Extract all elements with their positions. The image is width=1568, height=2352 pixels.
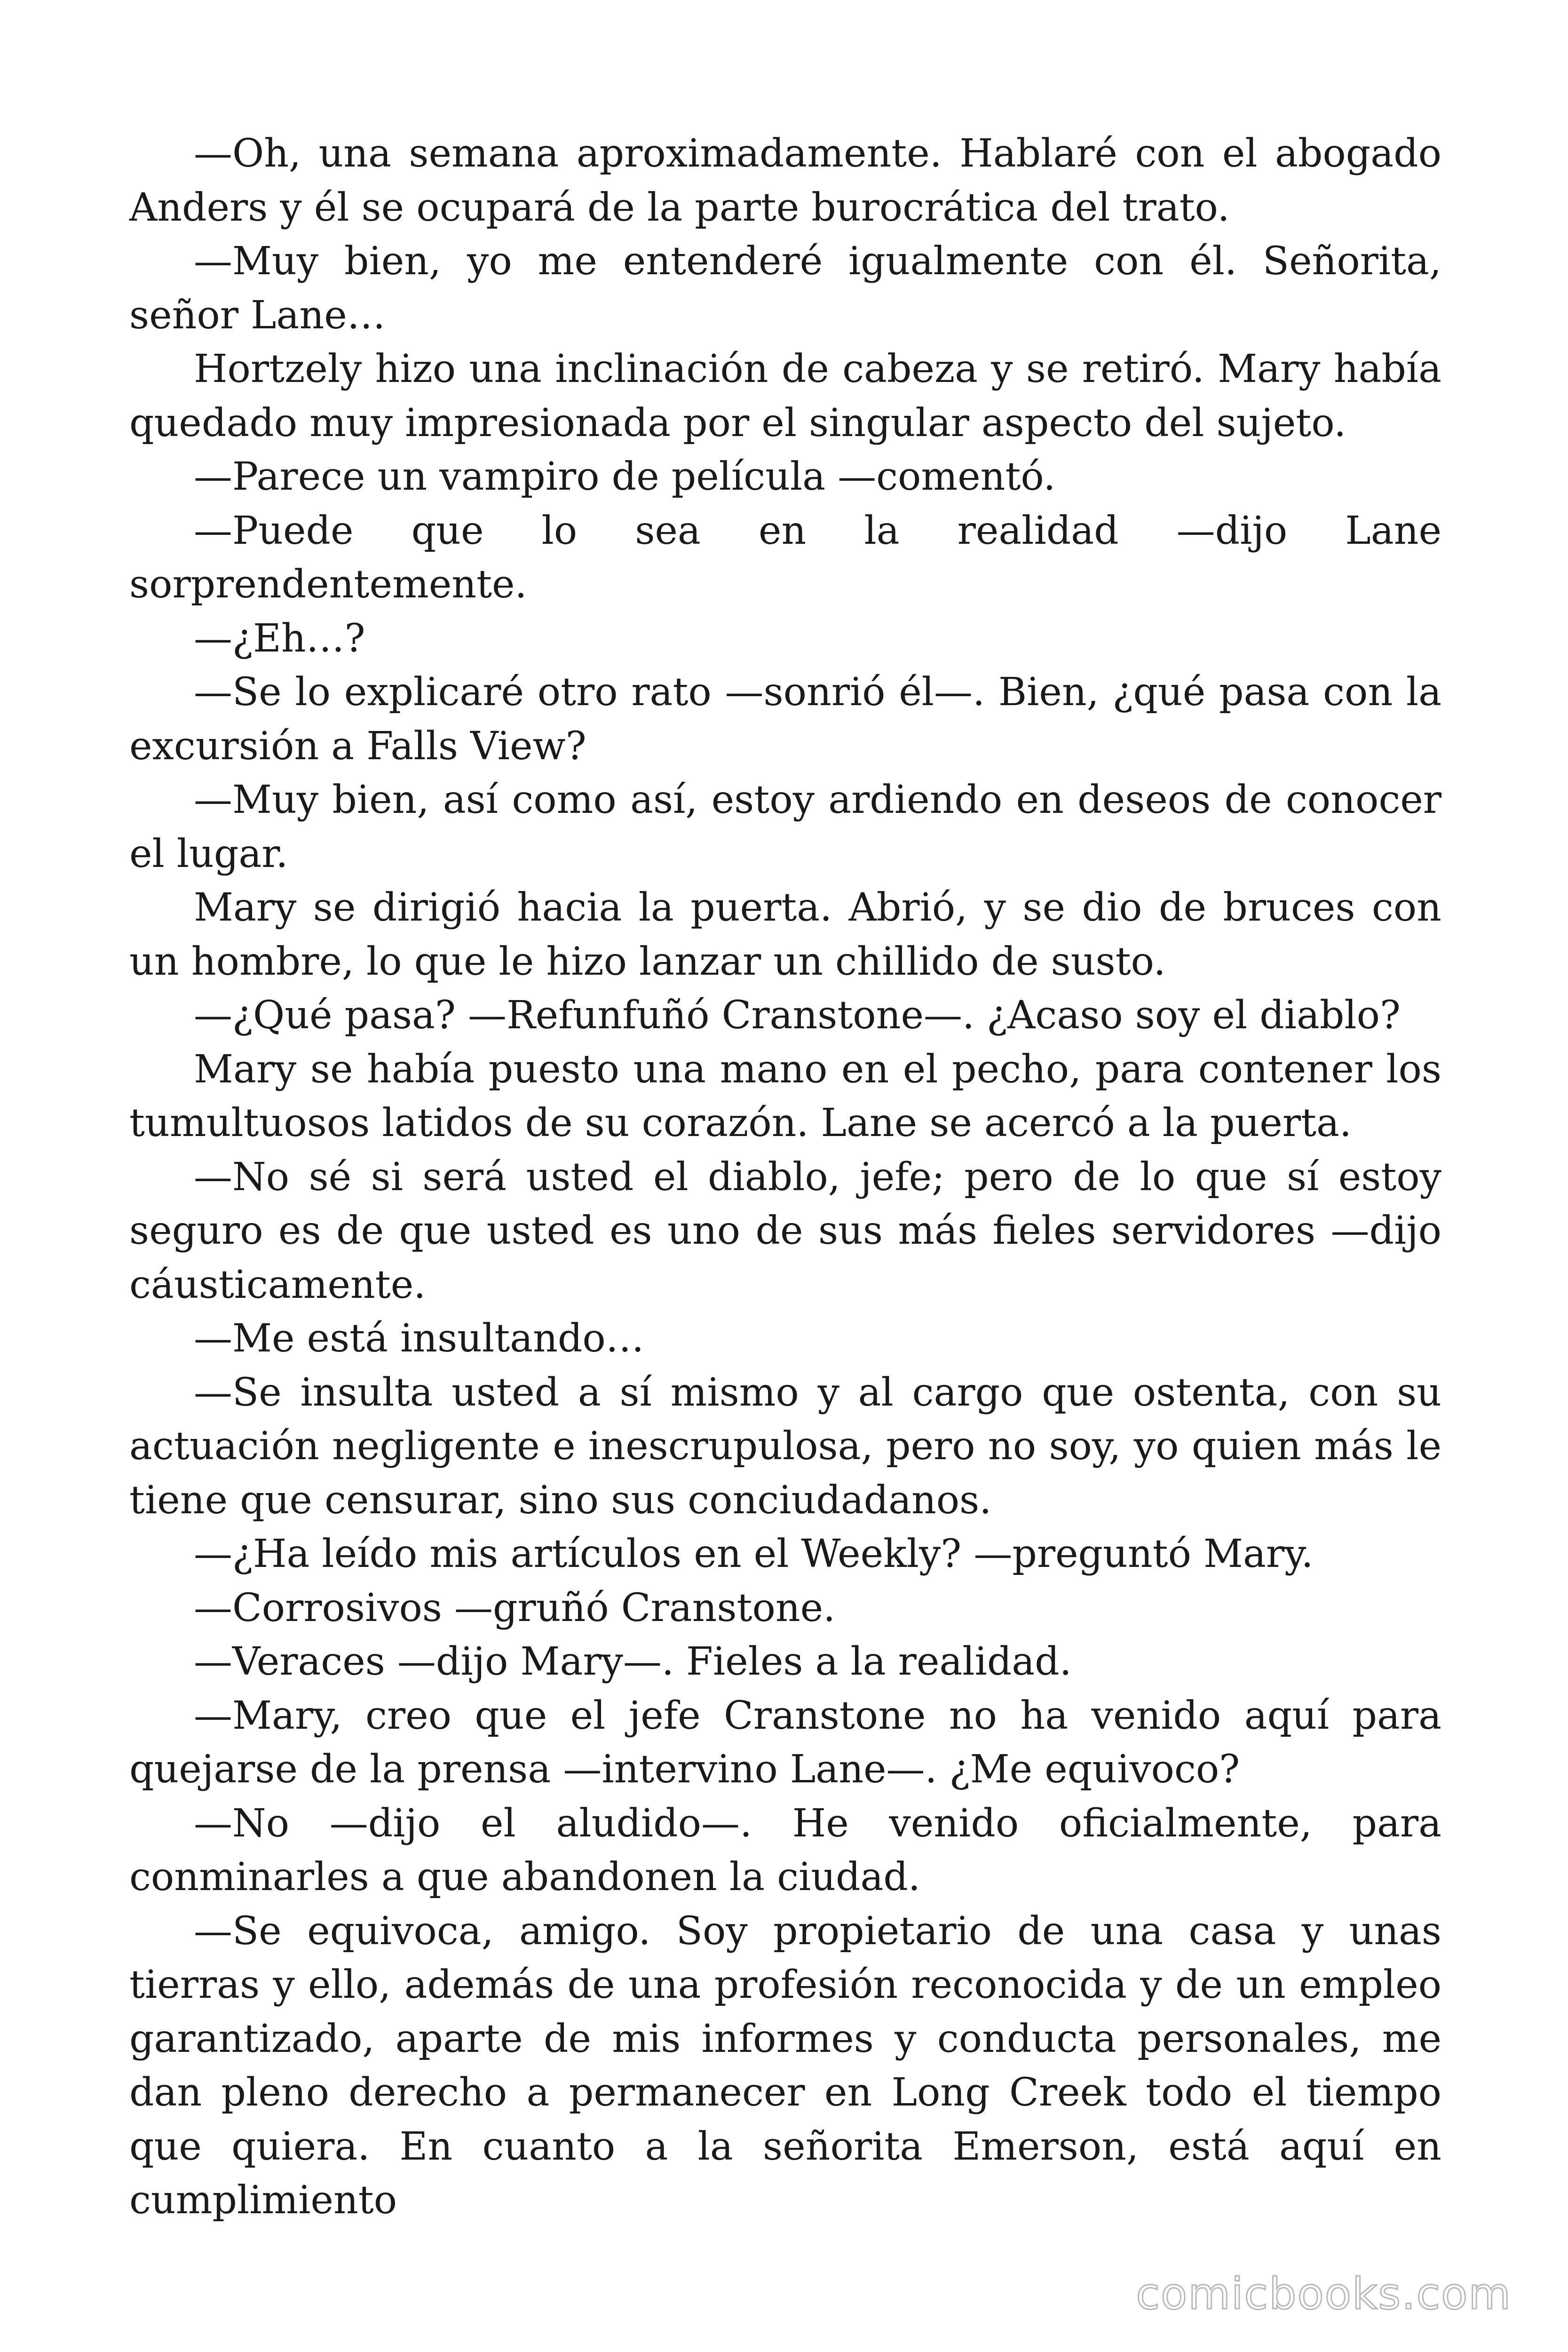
paragraph: —No sé si será usted el diablo, jefe; pero de lo que sí estoy seguro es de que usted es uno de sus más fieles servidores —dijo cáusticamente.: [129, 1154, 1441, 1307]
paragraph: —Veraces —dijo Mary—. Fieles a la realidad.: [194, 1639, 1072, 1684]
paragraph: —No —dijo el aludido—. He venido oficialmente, para conminarles a que abandonen la ciudad.: [129, 1801, 1441, 1899]
paragraph: —Corrosivos —gruñó Cranstone.: [194, 1585, 836, 1630]
paragraph: —Oh, una semana aproximadamente. Hablaré con el abogado Anders y él se ocupará de la parte burocrática del trato.: [129, 131, 1441, 230]
paragraph: —¿Qué pasa? —Refunfuñó Cranstone—. ¿Acaso soy el diablo?: [194, 993, 1401, 1038]
paragraph: —Me está insultando…: [194, 1316, 644, 1361]
paragraph: —¿Eh…?: [194, 616, 365, 661]
paragraph: —¿Ha leído mis artículos en el Weekly? —preguntó Mary.: [194, 1532, 1314, 1576]
paragraph: Mary se dirigió hacia la puerta. Abrió, y se dio de bruces con un hombre, lo que le hizo lanzar un chillido de susto.: [129, 885, 1441, 984]
watermark: comicbooks.com: [1136, 2269, 1512, 2319]
paragraph: —Se equivoca, amigo. Soy propietario de una casa y unas tierras y ello, además de una profesión reconocida y de un empleo garantizado, aparte de mis informes y conducta personales, me dan pleno derecho a permanecer en Long Creek todo el tiempo que quiera. En cuanto a la señorita Emerson, está aquí en cumplimiento: [129, 1908, 1441, 2223]
body-text: [129, 127, 1441, 2228]
paragraph: —Parece un vampiro de película —comentó.: [194, 454, 1056, 499]
paragraph: —Muy bien, yo me entenderé igualmente con él. Señorita, señor Lane…: [129, 239, 1441, 338]
paragraph: —Mary, creo que el jefe Cranstone no ha venido aquí para quejarse de la prensa —intervino Lane—. ¿Me equivoco?: [129, 1693, 1441, 1792]
paragraph: —Se lo explicaré otro rato —sonrió él—. Bien, ¿qué pasa con la excursión a Falls View?: [129, 670, 1441, 769]
paragraph: —Puede que lo sea en la realidad —dijo Lane sorprendentemente.: [129, 508, 1441, 607]
paragraph: Mary se había puesto una mano en el pecho, para contener los tumultuosos latidos de su corazón. Lane se acercó a la puerta.: [129, 1047, 1441, 1145]
paragraph: Hortzely hizo una inclinación de cabeza y se retiró. Mary había quedado muy impresionada por el singular aspecto del sujeto.: [129, 347, 1441, 445]
paragraph: —Se insulta usted a sí mismo y al cargo que ostenta, con su actuación negligente e inescrupulosa, pero no soy, yo quien más le tiene que censurar, sino sus conciudadanos.: [129, 1370, 1441, 1523]
paragraph: —Muy bien, así como así, estoy ardiendo en deseos de conocer el lugar.: [129, 778, 1441, 876]
